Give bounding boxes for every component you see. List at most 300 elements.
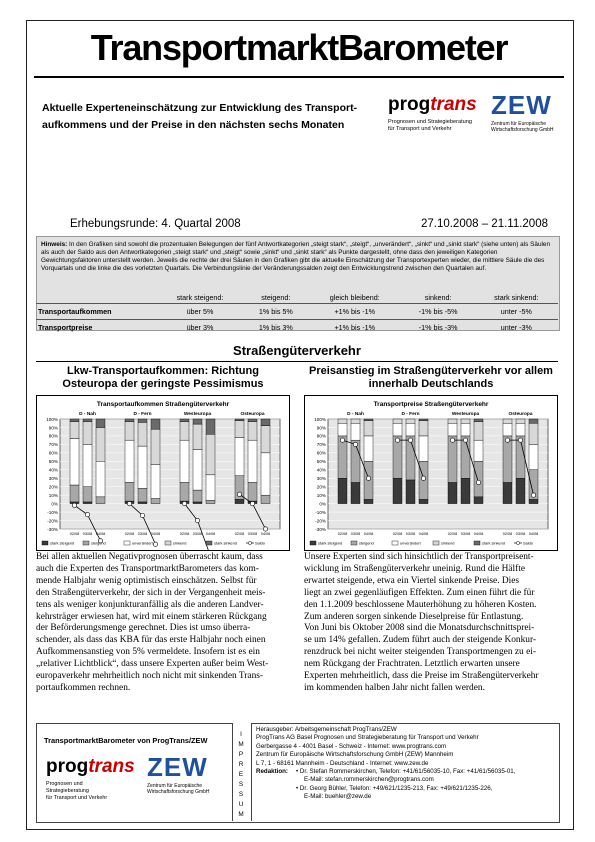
saldo-point — [195, 518, 199, 522]
impressum-letter: M — [238, 811, 244, 818]
bar-segment — [96, 427, 105, 461]
bar-segment — [83, 487, 92, 502]
bar-segment — [474, 422, 483, 441]
y-tick-label: -30% — [315, 526, 326, 532]
group-label: D - Nah — [79, 412, 96, 417]
text-line: renzdruck bei nicht weiter steigenden Transportmengen zu ei- — [304, 647, 536, 658]
bar-segment — [193, 502, 202, 504]
subtitle-line-2: aufkommens und der Preise in den nächsten sechs Monaten — [42, 119, 345, 131]
footer-line: Herausgeber: Arbeitsgemeinschaft ProgTrans/ZEW — [256, 726, 397, 733]
x-tick-label: 03/08 — [515, 532, 526, 536]
bar-segment — [206, 500, 215, 503]
impressum-letter: M — [238, 741, 244, 748]
saldo-point — [182, 501, 186, 505]
bar-segment — [351, 482, 360, 503]
bar-segment — [248, 419, 257, 422]
bar-segment — [364, 436, 373, 461]
bar-segment — [235, 499, 244, 503]
saldo-point — [518, 438, 522, 442]
footer-progtrans-prog: prog — [46, 756, 89, 777]
category-table-header — [36, 291, 558, 304]
x-tick-label: 03/08 — [247, 532, 258, 536]
bar-segment — [529, 499, 538, 503]
y-tick-label: 20% — [48, 484, 58, 490]
bar-segment — [151, 419, 160, 429]
bar-segment — [406, 419, 415, 423]
saldo-point — [263, 527, 267, 531]
text-line: Unsere Experten sind sich hinsichtlich der Transportpreisent- — [304, 552, 534, 562]
x-tick-label: 04/08 — [260, 532, 271, 536]
footer-line: L 7, 1 - 68161 Mannheim - Deutschland - Internet: www.zew.de — [256, 759, 429, 767]
text-line: liegt an zwei gegenläufigen Effekten. Zum einen führt die für — [304, 587, 535, 598]
y-tick-label: 20% — [316, 484, 326, 490]
footer-line: Gerbergasse 4 - 4001 Basel - Schweiz - Internet: www.progtrans.com — [256, 742, 447, 750]
saldo-point — [408, 438, 412, 442]
bar-segment — [193, 424, 202, 449]
y-tick-label: 70% — [48, 442, 58, 448]
chart-transportaufkommen — [36, 395, 290, 551]
bar-segment — [419, 436, 428, 461]
saldo-point — [237, 492, 241, 496]
bar-segment — [261, 495, 270, 503]
group-label: Westeuropa — [183, 412, 212, 417]
bar-segment — [206, 419, 215, 434]
bar-segment — [83, 444, 92, 486]
table-cell: +1% bis -1% — [308, 304, 402, 320]
progtrans-logo-trans: trans — [430, 94, 477, 115]
y-tick-label: 40% — [316, 467, 326, 473]
y-tick-label: 70% — [316, 442, 326, 448]
table-cell: Transportpreise — [36, 320, 156, 336]
bar-segment — [516, 423, 525, 436]
table-cell: über 3% — [156, 320, 244, 336]
redaktion-line: • Dr. Georg Bühler, Telefon: +49/621/1235-213, Fax: +49/621/1235-226, — [296, 784, 493, 792]
y-tick-label: -10% — [47, 509, 58, 515]
text-line: den Straßengüterverkehr, der sich in der Vergangenheit meis- — [36, 587, 266, 598]
legend-swatch — [206, 541, 212, 545]
x-tick-label: 03/08 — [350, 532, 361, 536]
y-tick-label: 10% — [316, 492, 326, 498]
bar-segment — [364, 499, 373, 503]
saldo-point — [421, 476, 425, 480]
bar-segment — [461, 419, 470, 423]
y-tick-label: 60% — [316, 450, 326, 456]
footer-progtrans-sub-1: Prognosen und Strategieberatung — [46, 781, 89, 794]
saldo-point — [476, 480, 480, 484]
text-line: wicklung im Straßengüterverkehr uneinig. Rund die Hälfte — [304, 563, 526, 574]
bar-segment — [96, 497, 105, 504]
legend-swatch — [42, 541, 48, 545]
impressum-letter: S — [238, 781, 244, 788]
bar-segment — [193, 419, 202, 424]
saldo-point — [450, 438, 454, 442]
saldo-point — [395, 438, 399, 442]
legend-label: unverändert — [400, 540, 421, 546]
category-table — [36, 291, 558, 335]
category-header: sinkend: — [424, 292, 452, 302]
y-tick-label: 0% — [319, 501, 326, 507]
bar-segment — [419, 499, 428, 503]
left-title-line: Lkw-Transportaufkommen: Richtung — [67, 365, 259, 377]
x-tick-label: 02/08 — [337, 532, 348, 536]
bar-segment — [83, 422, 92, 445]
saldo-point — [72, 503, 76, 507]
category-header: stark sinkend: — [494, 292, 539, 302]
bar-segment — [419, 421, 428, 436]
bar-segment — [393, 478, 402, 503]
table-row — [36, 304, 558, 320]
legend-label: Saldo — [523, 540, 533, 546]
category-header: gleich bleibend: — [329, 292, 380, 302]
subtitle-line-1: Aktuelle Experteneinschätzung zur Entwicklung des Transport- — [42, 102, 358, 114]
legend-label: steigend — [359, 540, 374, 546]
x-tick-label: 04/08 — [205, 532, 216, 536]
impressum-letter: P — [238, 751, 244, 758]
table-cell: Transportaufkommen — [36, 304, 156, 320]
table-cell: unter -3% — [475, 320, 558, 336]
footer-progtrans-logo — [46, 756, 135, 778]
saldo-point — [366, 476, 370, 480]
saldo-point — [463, 438, 467, 442]
bar-segment — [151, 465, 160, 499]
y-tick-label: 0% — [51, 501, 58, 507]
bar-segment — [529, 423, 538, 444]
left-title-line: Osteuropa der geringste Pessimismus — [62, 378, 264, 390]
redaktion-line: • Dr. Stefan Rommerskirchen, Telefon: +41/61/56035-10, Fax: +41/61/56035-01, — [296, 768, 516, 776]
category-header — [36, 291, 156, 304]
bar-segment — [261, 453, 270, 495]
text-line: Bei allen aktuellen Negativprognosen überrascht kaum, dass — [36, 552, 263, 562]
survey-round — [70, 218, 548, 230]
legend-label: stark steigend — [318, 540, 343, 546]
bar-segment — [125, 422, 134, 441]
x-tick-label: 04/08 — [363, 532, 374, 536]
progtrans-sub-2: für Transport und Verkehr — [388, 126, 452, 132]
table-cell: -1% bis -3% — [402, 320, 475, 336]
bar-segment — [138, 422, 147, 446]
impressum-letter: I — [240, 731, 242, 738]
table-cell: über 5% — [156, 304, 244, 320]
saldo-point — [353, 442, 357, 446]
bar-segment — [474, 440, 483, 461]
right-title-line: innerhalb Deutschlands — [368, 378, 494, 390]
bar-segment — [96, 461, 105, 497]
y-tick-label: 80% — [316, 433, 326, 439]
impressum-label — [236, 730, 246, 820]
bar-segment — [206, 434, 215, 475]
left-column-text — [36, 552, 291, 695]
group-label: Osteuropa — [508, 412, 533, 417]
saldo-point — [531, 493, 535, 497]
y-tick-label: 90% — [316, 425, 326, 431]
legend-label: stark steigend — [50, 540, 75, 546]
legend-point — [516, 541, 519, 544]
text-line: „relativer Lichtblick“, dass unsere Experten außer beim West- — [36, 659, 269, 670]
zew-sub-2: Wirtschaftsforschung GmbH — [491, 127, 554, 133]
text-line: Zum anderen sorgen sinkende Dieselpreise für Entlastung. — [304, 611, 524, 622]
progtrans-logo — [388, 94, 477, 116]
saldo-point — [140, 513, 144, 517]
bar-segment — [503, 482, 512, 503]
legend-swatch — [124, 541, 130, 545]
footer-publisher-info — [256, 726, 556, 802]
legend-swatch — [392, 541, 398, 545]
x-tick-label: 04/08 — [473, 532, 484, 536]
bar-segment — [351, 423, 360, 440]
y-tick-label: 30% — [48, 476, 58, 482]
bar-segment — [461, 478, 470, 503]
bar-segment — [70, 485, 79, 502]
y-tick-label: 90% — [48, 425, 58, 431]
right-title-line: Preisanstieg im Straßengüterverkehr vor allem — [309, 365, 553, 377]
survey-label: Erhebungsrunde: 4. Quartal 2008 — [70, 218, 241, 230]
x-tick-label: 02/08 — [392, 532, 403, 536]
x-tick-label: 03/08 — [460, 532, 471, 536]
legend-swatch — [433, 541, 439, 545]
text-line: der Beförderungsmenge gerechnet. Dies ist umso überra- — [36, 623, 251, 634]
text-line: auch die Experten des TransportmarktBarometers das kom- — [36, 563, 259, 574]
saldo-point — [127, 501, 131, 505]
redaktion-line: E-Mail: buehler@zew.de — [304, 793, 372, 801]
x-tick-label: 03/08 — [82, 532, 93, 536]
text-line: Experten mehrheitlich, dass die Preise im Straßengüterverkehr — [304, 671, 539, 682]
group-label: Westeuropa — [451, 412, 480, 417]
legend-label: unverändert — [132, 540, 153, 546]
bar-segment — [235, 419, 244, 421]
x-tick-label: 02/08 — [179, 532, 190, 536]
bar-segment — [261, 419, 270, 426]
zew-logo-subtitle — [491, 121, 561, 133]
x-tick-label: 03/08 — [405, 532, 416, 536]
progtrans-logo-prog: prog — [388, 94, 431, 115]
bar-segment — [474, 461, 483, 497]
bar-segment — [448, 423, 457, 436]
bar-segment — [503, 419, 512, 423]
bar-segment — [419, 419, 428, 421]
bar-segment — [70, 438, 79, 485]
progtrans-sub-1: Prognosen und Strategieberatung — [388, 119, 472, 125]
bar-segment — [406, 423, 415, 436]
hint-body: In den Grafiken sind sowohl die prozentualen Belegungen der fünf Antwortkategorien „steigt stark“, „steigt“, „unverändert“, „sinkt“ und „sinkt stark“ (siehe unten) als Säulen als auch der Saldo aus den Antwortkategorien „steigt stark“ und „steigt“ sowie „sinkt“ und „sinkt stark“ als Punkte dargestellt, ohne dass den jeweiligen Kategorien Gewichtungsfaktoren unterstellt werden. Jeweils die rechte der drei Säulen in den Grafiken gibt die aktuelle Einschätzung der Transportexperten wieder, die mittlere Säule die des Vorquartals und die linke die des vorletzten Quartals. Die Verbindungslinie der Veränderungssalden zeigt den Entwicklungstrend zwischen den Quartalen auf. — [41, 241, 551, 272]
bar-segment — [338, 423, 347, 436]
text-line: europaverkehr mehrheitlich noch nicht mit sinkenden Trans- — [36, 671, 264, 682]
bar-segment — [364, 421, 373, 436]
chart-transportpreise — [304, 395, 558, 551]
legend-point — [248, 541, 251, 544]
legend-label: Saldo — [255, 540, 265, 546]
bar-segment — [248, 440, 257, 482]
footer-line: Zentrum für Europäische Wirtschaftsforschung GmbH (ZEW) Mannheim — [256, 751, 454, 759]
legend-label: stark sinkend — [214, 540, 237, 546]
group-label: D - Fern — [133, 412, 152, 417]
bar-segment — [138, 502, 147, 504]
bar-segment — [529, 444, 538, 469]
bar-segment — [206, 475, 215, 500]
y-tick-label: -10% — [315, 509, 326, 515]
x-tick-label: 03/08 — [192, 532, 203, 536]
x-tick-label: 02/08 — [234, 532, 245, 536]
footer-progtrans-trans: trans — [88, 756, 135, 777]
survey-dates: 27.10.2008 – 21.11.2008 — [420, 218, 548, 230]
text-line: erwartet steigende, etwa ein Viertel sinkende Preise. Dies — [304, 575, 520, 586]
footer-line: ProgTrans AG Basel Prognosen und Strategieberatung für Transport und Verkehr — [256, 734, 479, 742]
chart-title: Transportpreise Straßengüterverkehr — [373, 401, 489, 408]
text-line: tens als weniger konjunkturanfällig als die anderen Landver- — [36, 599, 264, 610]
bar-segment — [338, 419, 347, 423]
x-tick-label: 02/08 — [447, 532, 458, 536]
bar-segment — [448, 482, 457, 503]
bar-segment — [83, 419, 92, 422]
zew-logo: ZEW — [491, 90, 552, 120]
footer-title: TransportmarktBarometer von ProgTrans/ZEW — [44, 736, 208, 745]
footer-zew-sub-1: Zentrum für Europäische — [147, 783, 203, 789]
left-column-title — [36, 365, 290, 391]
bar-segment — [138, 446, 147, 488]
zew-sub-1: Zentrum für Europäische — [491, 121, 547, 127]
bar-segment — [503, 423, 512, 436]
legend-swatch — [165, 541, 171, 545]
y-tick-label: 60% — [48, 450, 58, 456]
impressum-letter: R — [238, 761, 244, 768]
bar-segment — [529, 419, 538, 423]
bar-segment — [193, 490, 202, 502]
saldo-point — [85, 512, 89, 516]
y-tick-label: 40% — [48, 467, 58, 473]
redaktion-line: E-Mail: stefan.rommerskirchen@progtrans.com — [304, 776, 434, 784]
bar-segment — [516, 478, 525, 503]
x-tick-label: 04/08 — [528, 532, 539, 536]
x-tick-label: 04/08 — [150, 532, 161, 536]
bar-segment — [70, 419, 79, 422]
bar-segment — [261, 426, 270, 453]
redaktion-label: Redaktion: — [256, 768, 288, 776]
y-tick-label: 30% — [316, 476, 326, 482]
bar-segment — [180, 440, 189, 482]
bar-segment — [138, 488, 147, 502]
bar-segment — [364, 419, 373, 421]
footer-zew-subtitle — [147, 783, 227, 795]
right-column-text — [304, 552, 559, 695]
bar-segment — [338, 478, 347, 503]
x-tick-label: 04/08 — [418, 532, 429, 536]
footer-zew-sub-2: Wirtschaftsforschung GmbH — [147, 789, 210, 795]
title-rule — [34, 76, 564, 78]
bar-segment — [96, 419, 105, 427]
bar-segment — [503, 436, 512, 483]
text-line: Von Juni bis Oktober 2008 sind die Monatsdurchschnittsprei- — [304, 623, 535, 634]
bar-segment — [474, 419, 483, 422]
legend-swatch — [310, 541, 316, 545]
bar-segment — [151, 429, 160, 465]
impressum-letter: S — [238, 791, 244, 798]
footer-zew-logo: ZEW — [147, 752, 208, 782]
plot-area — [60, 419, 280, 529]
legend-label: sinkend — [441, 540, 455, 546]
bar-segment — [180, 482, 189, 501]
text-line: schender, als dass das KBA für das erste Halbjahr noch einen — [36, 635, 266, 646]
text-line: den 1.1.2009 beschlossene Mauterhöhung zu höheren Kosten. — [304, 599, 537, 610]
bar-segment — [83, 502, 92, 504]
bar-segment — [70, 422, 79, 439]
table-row — [36, 320, 558, 336]
page-title: TransportmarktBarometer — [90, 27, 508, 68]
saldo-point — [340, 438, 344, 442]
y-tick-label: -20% — [47, 518, 58, 524]
saldo-point — [153, 542, 157, 546]
hint-label: Hinweis: — [41, 241, 68, 248]
footer-progtrans-subtitle — [46, 781, 126, 802]
text-line: im kommenden halben Jahr nicht fallen werden. — [304, 682, 485, 693]
table-cell: unter -5% — [475, 304, 558, 320]
saldo-point — [505, 438, 509, 442]
bar-segment — [461, 423, 470, 436]
legend-label: sinkend — [173, 540, 187, 546]
bar-segment — [125, 419, 134, 422]
y-tick-label: 100% — [314, 416, 326, 422]
x-tick-label: 02/08 — [124, 532, 135, 536]
group-label: Osteuropa — [240, 412, 265, 417]
legend-swatch — [474, 541, 480, 545]
subtitle — [42, 100, 372, 134]
bar-segment — [125, 482, 134, 501]
x-tick-label: 04/08 — [95, 532, 106, 536]
table-cell: +1% bis -1% — [308, 320, 402, 336]
impressum-letter: E — [238, 771, 244, 778]
bar-segment — [393, 423, 402, 436]
bar-segment — [448, 436, 457, 483]
y-tick-label: 100% — [46, 416, 58, 422]
y-tick-label: -30% — [47, 526, 58, 532]
text-line: kehrsträger erwiesen hat, wird mit einem stärkeren Rückgang — [36, 611, 267, 622]
y-tick-label: 80% — [48, 433, 58, 439]
bar-segment — [393, 419, 402, 423]
bar-segment — [248, 482, 257, 501]
text-line: se um 14% gefallen. Zudem führt auch der steigende Konkur- — [304, 635, 537, 646]
x-tick-label: 03/08 — [137, 532, 148, 536]
bar-segment — [235, 421, 244, 438]
hint-text — [41, 241, 555, 273]
group-label: D - Nah — [347, 412, 364, 417]
bar-segment — [138, 419, 147, 422]
chart-title: Transportaufkommen Straßengüterverkehr — [96, 401, 230, 408]
category-header: steigend: — [261, 292, 291, 302]
impressum-letter: U — [238, 801, 244, 808]
table-cell: 1% bis 3% — [244, 320, 308, 336]
x-tick-label: 02/08 — [502, 532, 513, 536]
text-line: Aufkommensanstieg von 5% vermeldete. Insofern ist es ein — [36, 647, 260, 658]
bar-segment — [193, 449, 202, 490]
y-tick-label: -20% — [315, 518, 326, 524]
table-cell: 1% bis 5% — [244, 304, 308, 320]
right-column-title — [304, 365, 558, 391]
x-tick-label: 02/08 — [69, 532, 80, 536]
bar-segment — [125, 440, 134, 482]
progtrans-logo-subtitle — [388, 119, 483, 133]
legend-swatch — [83, 541, 89, 545]
bar-segment — [151, 499, 160, 504]
footer-progtrans-sub-2: für Transport und Verkehr — [46, 795, 108, 801]
saldo-point — [250, 501, 254, 505]
bar-segment — [406, 480, 415, 504]
bar-segment — [180, 422, 189, 441]
bar-segment — [235, 438, 244, 476]
legend-label: steigend — [91, 540, 106, 546]
bar-segment — [474, 497, 483, 504]
bar-segment — [448, 419, 457, 423]
text-line: portaufkommen rechnen. — [36, 682, 131, 693]
y-tick-label: 50% — [316, 459, 326, 465]
legend-swatch — [351, 541, 357, 545]
